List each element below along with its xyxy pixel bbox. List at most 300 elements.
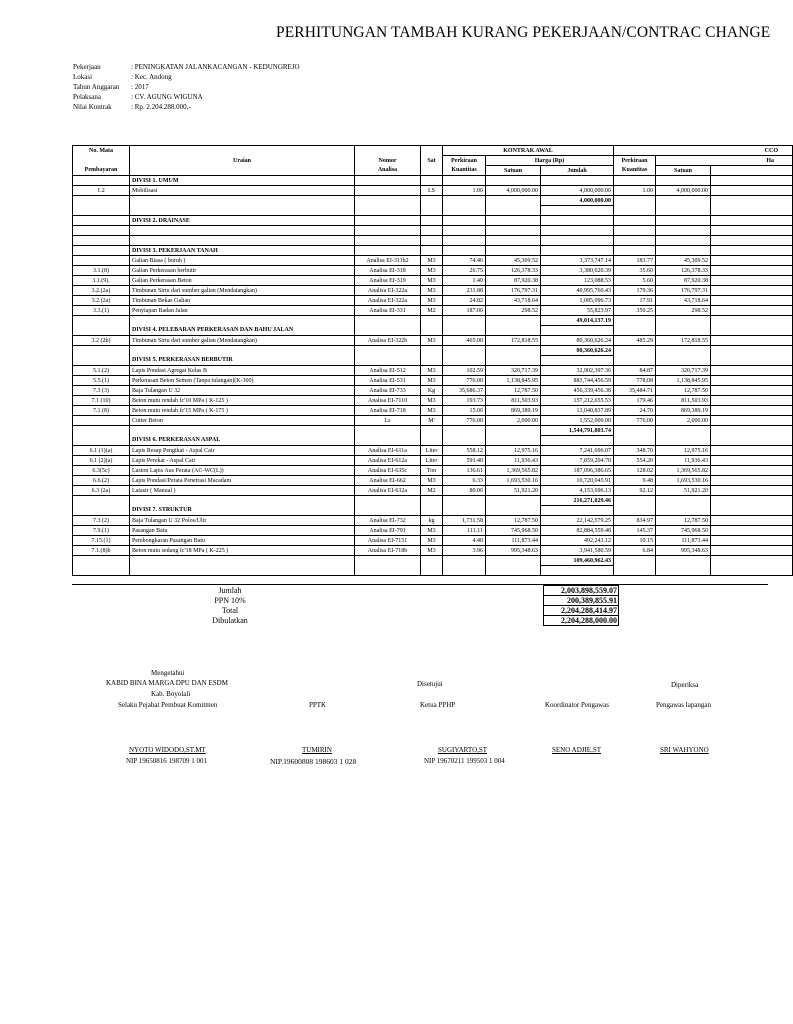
cell-sat: M3 — [421, 366, 443, 376]
division-row — [73, 356, 793, 366]
info-row — [73, 72, 300, 82]
subtotal-value: 80,360,626.24 — [541, 346, 614, 356]
table-row — [73, 336, 793, 346]
table-row — [73, 526, 793, 536]
cell-harga-satuan: 1,693,530.16 — [486, 476, 541, 486]
cell-cco-harga-satuan: 51,921.20 — [656, 486, 711, 496]
cell-cco-kuantitas: 348.70 — [614, 446, 656, 456]
cell-kuantitas: 15.00 — [443, 406, 486, 416]
subtotal-value: 216,271,029.46 — [541, 496, 614, 506]
cell-sat: M3 — [421, 546, 443, 556]
sig-name-1: NYOTO WIDODO,ST.MT — [129, 746, 206, 754]
cell-cco-harga-satuan: 320,717.39 — [656, 366, 711, 376]
header-nomor: Nomor — [355, 156, 421, 166]
table-row — [73, 486, 793, 496]
cell-sat: M3 — [421, 396, 443, 406]
sig-diperiksa: Diperiksa — [671, 681, 699, 689]
cell-cco-kuantitas: 6.84 — [614, 546, 656, 556]
cell-cco-harga-satuan: 111,873.44 — [656, 536, 711, 546]
sig-koordinator: Koordinator Pengawas — [545, 701, 609, 709]
cell-kuantitas: 136.61 — [443, 466, 486, 476]
cell-cco-harga-satuan: 12,975.16 — [656, 446, 711, 456]
cell-harga-satuan: 176,797.31 — [486, 286, 541, 296]
cell-kuantitas: 102.59 — [443, 366, 486, 376]
cell-nomor-analisa: Ls — [355, 416, 421, 426]
cell-harga-satuan: 126,378.33 — [486, 266, 541, 276]
subtotal-row — [73, 556, 793, 566]
cell-jumlah: 10,720,045.91 — [541, 476, 614, 486]
cell-nomor-analisa: Analisa EI-331 — [355, 306, 421, 316]
cell-cco-harga-satuan: 995,348.63 — [656, 546, 711, 556]
table-row — [73, 366, 793, 376]
cell-cco-kuantitas: 92.12 — [614, 486, 656, 496]
info-row — [73, 92, 300, 102]
cell-cco-harga-satuan: 12,787.50 — [656, 386, 711, 396]
cell-harga-satuan: 869,389.19 — [486, 406, 541, 416]
sig-disetujui: Disetujui — [417, 680, 443, 688]
cell-uraian: Galian Perkerasan Beton — [130, 276, 355, 286]
cell-harga-satuan: 172,818.55 — [486, 336, 541, 346]
total-value-ppn: 200,389,855.91 — [543, 595, 619, 606]
cell-cco-harga-satuan: 172,818.55 — [656, 336, 711, 346]
cell-sat: M3 — [421, 276, 443, 286]
cell-harga-satuan: 811,503.93 — [486, 396, 541, 406]
info-row — [73, 82, 300, 92]
cell-cco-harga-satuan: 45,309.52 — [656, 256, 711, 266]
table-row — [73, 396, 793, 406]
cell-nomor-analisa: Analisa EI-318 — [355, 266, 421, 276]
cell-harga-satuan: 745,968.50 — [486, 526, 541, 536]
cell-nomor-analisa: Analisa EI-319 — [355, 276, 421, 286]
header-kuantitas: Kuantitas — [443, 166, 486, 176]
header-kontrak-awal: KONTRAK AWAL — [443, 146, 614, 156]
cell-no-mata: 3.2 (2b) — [73, 336, 130, 346]
sig-name-5: SRI WAHYONO — [660, 746, 709, 754]
cell-jumlah: 32,902,397.36 — [541, 366, 614, 376]
cell-cco-kuantitas: 35,484.71 — [614, 386, 656, 396]
header-jumlah: Jumlah — [541, 166, 614, 176]
cell-sat: M2 — [421, 486, 443, 496]
info-label: Pekerjaan — [73, 63, 101, 71]
cell-harga-satuan: 11,936.43 — [486, 456, 541, 466]
table-row — [73, 546, 793, 556]
cell-jumlah: 883,744,456.59 — [541, 376, 614, 386]
cell-kuantitas: 24.82 — [443, 296, 486, 306]
cell-cco-harga-satuan: 126,378.33 — [656, 266, 711, 276]
cell-uraian: Cutter Beton — [130, 416, 355, 426]
cell-cco-harga-satuan: 1,693,530.16 — [656, 476, 711, 486]
cell-harga-satuan: 12,975.16 — [486, 446, 541, 456]
cell-kuantitas: 591.40 — [443, 456, 486, 466]
cell-uraian: Baja Tulangan U 32 Polos/Ulir — [130, 516, 355, 526]
cell-harga-satuan: 320,717.39 — [486, 366, 541, 376]
cell-cco-harga-satuan: 4,000,000.00 — [656, 186, 711, 196]
cell-nomor-analisa: Analisa EI-733 — [355, 386, 421, 396]
cell-kuantitas: 193.73 — [443, 396, 486, 406]
cell-jumlah: 157,212,655.53 — [541, 396, 614, 406]
cell-no-mata: 7.9.(1) — [73, 526, 130, 536]
info-value: : PENINGKATAN JALANKACANGAN - KEDUNGREJO — [131, 63, 300, 71]
division-title: DIVISI 6. PERKERASAN ASPAL — [130, 436, 355, 446]
header-uraian: Uraian — [130, 156, 355, 166]
cell-uraian: Timbunan Bekas Galian — [130, 296, 355, 306]
sig-selaku: Selaku Pejabat Pembuat Komitmen — [118, 701, 218, 709]
blank-row — [73, 206, 793, 216]
cell-no-mata: 6.1 (2)(a) — [73, 456, 130, 466]
subtotal-row — [73, 316, 793, 326]
table-row — [73, 276, 793, 286]
cell-cco-kuantitas: 10.15 — [614, 536, 656, 546]
cell-uraian: Laston Lapis Aus Perata (AC-WC(L)) — [130, 466, 355, 476]
cell-no-mata: 7.1.(8)b — [73, 546, 130, 556]
info-value: : Kec. Andong — [131, 73, 172, 81]
cell-harga-satuan: 87,920.38 — [486, 276, 541, 286]
cell-cco-kuantitas: 35.60 — [614, 266, 656, 276]
cell-uraian: Beton mutu rendah fc'15 MPa ( K-175 ) — [130, 406, 355, 416]
cell-nomor-analisa: Analisa EI-791 — [355, 526, 421, 536]
cell-jumlah: 40,995,760.43 — [541, 286, 614, 296]
cell-jumlah: 80,360,626.24 — [541, 336, 614, 346]
cell-jumlah: 4,153,696.13 — [541, 486, 614, 496]
cell-kuantitas: 80.00 — [443, 486, 486, 496]
cell-cco-harga-satuan: 298.52 — [656, 306, 711, 316]
cell-uraian: Penyiapan Badan Jalan — [130, 306, 355, 316]
cell-harga-satuan: 1,369,565.82 — [486, 466, 541, 476]
project-info — [73, 62, 300, 112]
cell-uraian: Mobilisasi — [130, 186, 355, 196]
sig-name-2: TUMIRIN — [302, 746, 332, 754]
cell-sat: M3 — [421, 266, 443, 276]
sig-nip-2: NIP.19600808 198603 1 028 — [270, 757, 357, 766]
table-row — [73, 376, 793, 386]
table-row — [73, 446, 793, 456]
cell-cco-kuantitas: 776.00 — [614, 416, 656, 426]
cell-harga-satuan: 111,873.44 — [486, 536, 541, 546]
table-row — [73, 476, 793, 486]
sig-kabid: KABID BINA MARGA DPU DAN ESDM — [106, 679, 228, 687]
cell-harga-satuan: 51,921.20 — [486, 486, 541, 496]
table-row — [73, 516, 793, 526]
cell-nomor-analisa: Analisa EI-512 — [355, 366, 421, 376]
cell-cco-kuantitas: 128.02 — [614, 466, 656, 476]
cell-no-mata — [73, 256, 130, 266]
cell-jumlah: 13,040,837.89 — [541, 406, 614, 416]
cell-sat: M3 — [421, 296, 443, 306]
cell-cco-kuantitas: 350.25 — [614, 306, 656, 316]
division-row — [73, 216, 793, 226]
cell-sat: M3 — [421, 256, 443, 266]
header-satuan: Satuan — [486, 166, 541, 176]
cell-kuantitas: 26.75 — [443, 266, 486, 276]
cell-jumlah: 187,096,386.65 — [541, 466, 614, 476]
cell-cco-harga-satuan: 745,968.50 — [656, 526, 711, 536]
cell-nomor-analisa: Analisa EI-7151 — [355, 536, 421, 546]
cell-cco-kuantitas: 145.37 — [614, 526, 656, 536]
cell-sat: Liter — [421, 456, 443, 466]
info-row — [73, 102, 300, 112]
total-value-jumlah: 2,003,898,559.07 — [543, 585, 619, 596]
cell-jumlah: 4,000,000.00 — [541, 186, 614, 196]
cell-kuantitas: 111.11 — [443, 526, 486, 536]
cell-uraian: Beton mutu sedang fc'18 MPa ( K-225 ) — [130, 546, 355, 556]
cell-kuantitas: 558.12 — [443, 446, 486, 456]
cell-cco-harga-satuan: 43,718.64 — [656, 296, 711, 306]
cell-nomor-analisa: Analisa EI-322a — [355, 286, 421, 296]
header-perkiraan: Perkiraan — [443, 156, 486, 166]
total-label-jumlah: Jumlah — [218, 586, 242, 595]
info-label: Pelaksana — [73, 93, 101, 101]
cell-jumlah: 123,088.53 — [541, 276, 614, 286]
info-value: : Rp. 2.204.288.000,- — [131, 103, 191, 111]
cell-sat: M3 — [421, 476, 443, 486]
header-analisa: Analisa — [355, 166, 421, 176]
cell-nomor-analisa: Analisa EI-718 — [355, 406, 421, 416]
cell-cco-kuantitas: 485.29 — [614, 336, 656, 346]
cell-kuantitas: 776.00 — [443, 416, 486, 426]
cell-cco-kuantitas: 179.36 — [614, 286, 656, 296]
header-harga: Harga (Rp) — [486, 156, 614, 166]
cell-harga-satuan: 1,138,845.95 — [486, 376, 541, 386]
cell-harga-satuan: 43,718.64 — [486, 296, 541, 306]
cell-uraian: Timbunan Sirtu dari sumber galian (Mendatangkan) — [130, 286, 355, 296]
cell-sat: Ton — [421, 466, 443, 476]
cell-kuantitas: 1.40 — [443, 276, 486, 286]
cco-table — [72, 145, 793, 576]
cell-jumlah: 1,085,096.73 — [541, 296, 614, 306]
table-row — [73, 416, 793, 426]
blank-row — [73, 566, 793, 576]
cell-no-mata: 6.3 (2a) — [73, 486, 130, 496]
cell-no-mata: 1.2 — [73, 186, 130, 196]
cell-no-mata: 6.3(5c) — [73, 466, 130, 476]
cell-jumlah: 1,552,000.00 — [541, 416, 614, 426]
cell-cco-kuantitas: 17.91 — [614, 296, 656, 306]
cell-sat: M' — [421, 416, 443, 426]
cell-cco-harga-satuan: 176,797.31 — [656, 286, 711, 296]
subtotal-value: 1,544,791,803.74 — [541, 426, 614, 436]
cell-uraian: Pembongkaran Pasangan Batu — [130, 536, 355, 546]
cell-no-mata: 6.6.(2) — [73, 476, 130, 486]
table-row — [73, 466, 793, 476]
cell-nomor-analisa: Analisa EI-531 — [355, 376, 421, 386]
cell-jumlah: 3,941,580.59 — [541, 546, 614, 556]
cell-no-mata: 3.3.(1) — [73, 306, 130, 316]
header-pembayaran: Pembayaran — [73, 166, 130, 176]
cell-sat: M3 — [421, 376, 443, 386]
subtotal-value: 4,000,000.00 — [541, 196, 614, 206]
table-row — [73, 266, 793, 276]
cell-no-mata: 7.1 (10) — [73, 396, 130, 406]
cell-cco-kuantitas: 834.97 — [614, 516, 656, 526]
cell-cco-kuantitas: 9.48 — [614, 476, 656, 486]
cell-jumlah: 456,339,456.38 — [541, 386, 614, 396]
cell-no-mata: 7.3 (2) — [73, 516, 130, 526]
subtotal-row — [73, 426, 793, 436]
cell-sat: M2 — [421, 306, 443, 316]
cell-uraian: Baja Tulangan U 32 — [130, 386, 355, 396]
sig-name-4: SENO ADJIE,ST — [552, 746, 602, 754]
header-cco-perkiraan: Perkiraan — [614, 156, 656, 166]
info-row — [73, 62, 300, 72]
cell-jumlah: 3,373,747.14 — [541, 256, 614, 266]
cell-uraian: Galian Biasa ( buruh ) — [130, 256, 355, 266]
cell-jumlah: 3,380,620.39 — [541, 266, 614, 276]
cell-cco-harga-satuan: 1,138,845.95 — [656, 376, 711, 386]
cell-cco-kuantitas: 84.87 — [614, 366, 656, 376]
cell-nomor-analisa: Analisa EI-632a — [355, 486, 421, 496]
blank-row — [73, 226, 793, 236]
cell-kuantitas: 74.46 — [443, 256, 486, 266]
cell-nomor-analisa: Analisa EI-612a — [355, 456, 421, 466]
division-title: DIVISI 2. DRAINASE — [130, 216, 355, 226]
cell-harga-satuan: 4,000,000.00 — [486, 186, 541, 196]
cell-cco-kuantitas: 778.08 — [614, 376, 656, 386]
cell-cco-harga-satuan: 1,369,565.82 — [656, 466, 711, 476]
table-row — [73, 186, 793, 196]
table-row — [73, 386, 793, 396]
cell-uraian: Galian Perkerasan berbutir — [130, 266, 355, 276]
header-cco-kuantitas: Kuantitas — [614, 166, 656, 176]
cell-kuantitas: 4.40 — [443, 536, 486, 546]
table-row — [73, 296, 793, 306]
cell-sat: Liter — [421, 446, 443, 456]
page-title: PERHITUNGAN TAMBAH KURANG PEKERJAAN/CONTRAC CHANGE — [276, 24, 771, 41]
cell-sat: LS — [421, 186, 443, 196]
header-no-mata: No. Mata — [73, 146, 130, 156]
cell-kuantitas: 231.88 — [443, 286, 486, 296]
header-cco: CCO — [614, 146, 793, 156]
table-row — [73, 256, 793, 266]
cell-cco-kuantitas: 24.70 — [614, 406, 656, 416]
subtotal-row — [73, 346, 793, 356]
cell-uraian: Timbunan Sirtu dari sumber galian (Mendatangkan) — [130, 336, 355, 346]
cell-kuantitas: 187.00 — [443, 306, 486, 316]
cell-jumlah: 22,142,579.25 — [541, 516, 614, 526]
cell-harga-satuan: 995,348.63 — [486, 546, 541, 556]
cell-cco-kuantitas: 5.60 — [614, 276, 656, 286]
cell-nomor-analisa: Analisa EI-322a — [355, 296, 421, 306]
cell-cco-kuantitas: 1.00 — [614, 186, 656, 196]
cell-nomor-analisa: Analisa EI-7110 — [355, 396, 421, 406]
division-row — [73, 506, 793, 516]
info-label: Tahun Anggaran — [73, 83, 120, 91]
cell-nomor-analisa — [355, 186, 421, 196]
cell-cco-kuantitas: 179.46 — [614, 396, 656, 406]
total-value-total: 2,204,288,414.97 — [543, 605, 619, 616]
header-cco-harga: Ha — [656, 156, 793, 166]
cell-uraian: Pasangan Batu — [130, 526, 355, 536]
division-title: DIVISI 7. STRUKTUR — [130, 506, 355, 516]
cell-sat: M3 — [421, 536, 443, 546]
info-label: Nilai Kontrak — [73, 103, 112, 111]
total-label-dibulatkan: Dibulatkan — [212, 616, 248, 625]
cell-sat: M3 — [421, 526, 443, 536]
cell-no-mata: 3.2.(2a) — [73, 286, 130, 296]
sig-ketua: Ketua PPHP — [420, 701, 456, 709]
cell-uraian: Lapis Resap Pengikat - Aspal Cair — [130, 446, 355, 456]
cell-harga-satuan: 298.52 — [486, 306, 541, 316]
division-title: DIVISI 1. UMUM — [130, 176, 355, 186]
cell-cco-kuantitas: 183.77 — [614, 256, 656, 266]
cell-no-mata — [73, 416, 130, 426]
cell-sat: Kg — [421, 386, 443, 396]
division-title: DIVISI 4. PELEBARAN PERKERASAN DAN BAHU JALAN — [130, 326, 355, 336]
cell-jumlah: 82,884,559.48 — [541, 526, 614, 536]
sig-pengawas: Pengawas lapangan — [656, 701, 712, 709]
cell-uraian: Perkerasan Beton Semen (Tanpa tulangan)(K-300) — [130, 376, 355, 386]
division-row — [73, 246, 793, 256]
cell-no-mata: 7.1 (8) — [73, 406, 130, 416]
cell-no-mata: 7.3 (3) — [73, 386, 130, 396]
sig-name-3: SUGIYARTO,ST — [438, 746, 488, 754]
cell-no-mata: 7.15.(1) — [73, 536, 130, 546]
division-row — [73, 436, 793, 446]
cell-cco-harga-satuan: 811,503.93 — [656, 396, 711, 406]
cell-cco-harga-satuan: 869,389.19 — [656, 406, 711, 416]
sig-pptk: PPTK — [309, 701, 327, 709]
subtotal-value: 49,014,137.19 — [541, 316, 614, 326]
cell-nomor-analisa: Analisa EI-732 — [355, 516, 421, 526]
table-row — [73, 306, 793, 316]
cell-harga-satuan: 12,787.50 — [486, 516, 541, 526]
division-title: DIVISI 5. PERKERASAN BERBUTIR — [130, 356, 355, 366]
table-row — [73, 406, 793, 416]
cell-kuantitas: 3.96 — [443, 546, 486, 556]
subtotal-row — [73, 196, 793, 206]
table-row — [73, 456, 793, 466]
subtotal-value: 109,460,962.43 — [541, 556, 614, 566]
cell-no-mata: 5.5.(1) — [73, 376, 130, 386]
cell-no-mata: 6.1 (1)(a) — [73, 446, 130, 456]
cell-nomor-analisa: Analisa EI-322b — [355, 336, 421, 346]
sig-kab: Kab. Boyolali — [151, 690, 191, 698]
cell-harga-satuan: 12,787.50 — [486, 386, 541, 396]
cell-sat: M3 — [421, 286, 443, 296]
cell-jumlah: 7,241,696.07 — [541, 446, 614, 456]
cell-cco-harga-satuan: 2,000.00 — [656, 416, 711, 426]
cell-kuantitas: 1.00 — [443, 186, 486, 196]
cell-uraian: Latasir ( Manual ) — [130, 486, 355, 496]
cell-sat: kg — [421, 516, 443, 526]
division-title: DIVISI 3. PEKERJAAN TANAH — [130, 246, 355, 256]
cell-sat: M3 — [421, 336, 443, 346]
header-sat: Sat — [421, 156, 443, 166]
subtotal-row — [73, 496, 793, 506]
header-cco-satuan: Satuan — [656, 166, 711, 176]
cell-kuantitas: 1,731.58 — [443, 516, 486, 526]
cell-no-mata: 3.1.(8) — [73, 266, 130, 276]
cell-nomor-analisa: Analisa EI-662 — [355, 476, 421, 486]
cell-uraian: Lapis Pondasi Agregat Kelas B — [130, 366, 355, 376]
cell-cco-harga-satuan: 12,787.50 — [656, 516, 711, 526]
cell-uraian: Lapis Perekat - Aspal Cair — [130, 456, 355, 466]
sig-mengetahui: Mengetahui — [151, 669, 185, 677]
cell-kuantitas: 465.00 — [443, 336, 486, 346]
cell-kuantitas: 35,686.37 — [443, 386, 486, 396]
info-value: : CV. AGUNG WIGUNA — [131, 93, 203, 101]
cell-cco-kuantitas: 554.20 — [614, 456, 656, 466]
cell-cco-harga-satuan: 11,936.43 — [656, 456, 711, 466]
cell-harga-satuan: 45,309.52 — [486, 256, 541, 266]
cell-nomor-analisa: Analisa EI-611a — [355, 446, 421, 456]
sig-nip-1: NIP 19650816 198709 1 001 — [126, 757, 208, 765]
cell-kuantitas: 776.00 — [443, 376, 486, 386]
cell-no-mata: 3.2.(2a) — [73, 296, 130, 306]
cell-nomor-analisa: Analisa EI-635c — [355, 466, 421, 476]
total-value-dibulatkan: 2,204,288,000.00 — [543, 615, 619, 626]
cell-sat: M3 — [421, 406, 443, 416]
cco-table-wrapper — [72, 145, 779, 576]
